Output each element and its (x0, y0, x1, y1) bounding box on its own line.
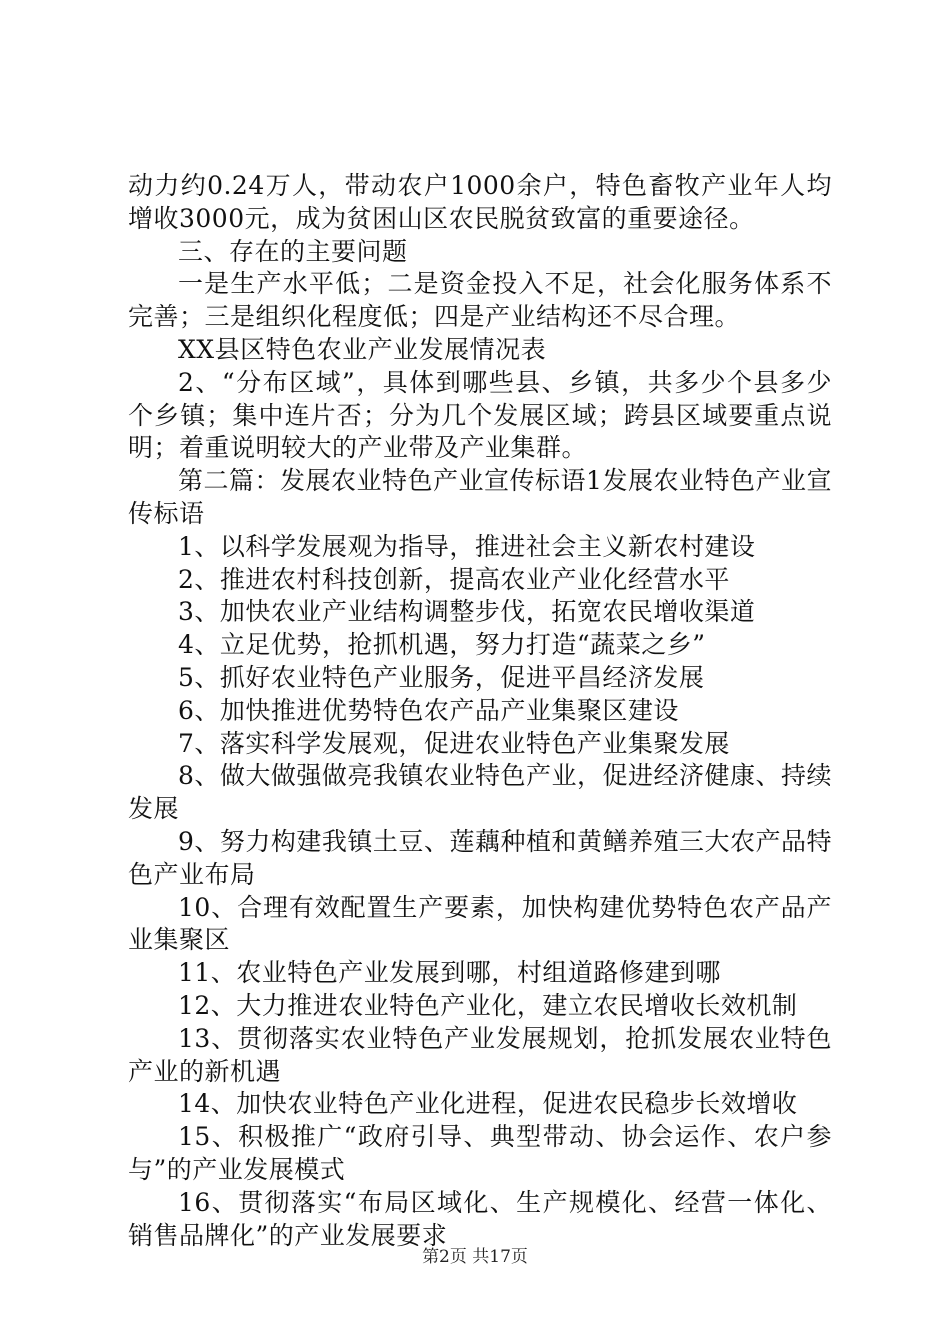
slogan-item: 11、农业特色产业发展到哪，村组道路修建到哪 (178, 958, 721, 988)
slogan-item: 6、加快推进优势特色农产品产业集聚区建设 (178, 695, 679, 725)
slogan-item: 1、以科学发展观为指导，推进社会主义新农村建设 (178, 531, 756, 561)
slogan-item: 13、贯彻落实农业特色产业发展规划，抢抓发展农业特色产业的新机遇 (128, 1023, 832, 1086)
section-heading-problems: 三、存在的主要问题 (178, 236, 408, 266)
slogan-item: 10、合理有效配置生产要素，加快构建优势特色农产品产业集聚区 (128, 892, 832, 955)
page-number-footer: 第2页 共17页 (422, 1247, 528, 1267)
paragraph-distribution: 2、“分布区域”，具体到哪些县、乡镇，共多少个县多少个乡镇；集中连片否；分为几个发展区域；跨县区域要重点说明；着重说明较大的产业带及产业集群。 (128, 367, 832, 463)
slogan-item: 2、推进农村科技创新，提高农业产业化经营水平 (178, 564, 730, 594)
slogan-item: 8、做大做强做亮我镇农业特色产业，促进经济健康、持续发展 (128, 761, 832, 824)
paragraph-continuation: 动力约0.24万人，带动农户1000余户，特色畜牧产业年人均增收3000元，成为贫困山区农民脱贫致富的重要途径。 (128, 171, 832, 233)
slogan-item: 15、积极推广“政府引导、典型带动、协会运作、农户参与”的产业发展模式 (128, 1122, 832, 1184)
slogan-item: 9、努力构建我镇土豆、莲藕种植和黄鳝养殖三大农产品特色产业布局 (128, 826, 832, 889)
slogan-item: 4、立足优势，抢抓机遇，努力打造“蔬菜之乡” (178, 630, 706, 660)
slogan-item: 12、大力推进农业特色产业化，建立农民增收长效机制 (178, 990, 798, 1020)
slogan-item: 7、落实科学发展观，促进农业特色产业集聚发展 (178, 728, 730, 758)
slogan-item: 3、加快农业产业结构调整步伐，拓宽农民增收渠道 (178, 597, 756, 627)
table-caption: XX县区特色农业产业发展情况表 (178, 334, 547, 364)
document-body (128, 170, 832, 1252)
chapter-heading: 第二篇：发展农业特色产业宣传标语1发展农业特色产业宣传标语 (128, 466, 832, 528)
slogan-item: 14、加快农业特色产业化进程，促进农民稳步长效增收 (178, 1089, 798, 1119)
slogan-item: 5、抓好农业特色产业服务，促进平昌经济发展 (178, 662, 705, 692)
slogan-item: 16、贯彻落实“布局区域化、生产规模化、经营一体化、销售品牌化”的产业发展要求 (128, 1187, 832, 1250)
paragraph-problems: 一是生产水平低；二是资金投入不足，社会化服务体系不完善；三是组织化程度低；四是产业结构还不尽合理。 (128, 269, 832, 332)
